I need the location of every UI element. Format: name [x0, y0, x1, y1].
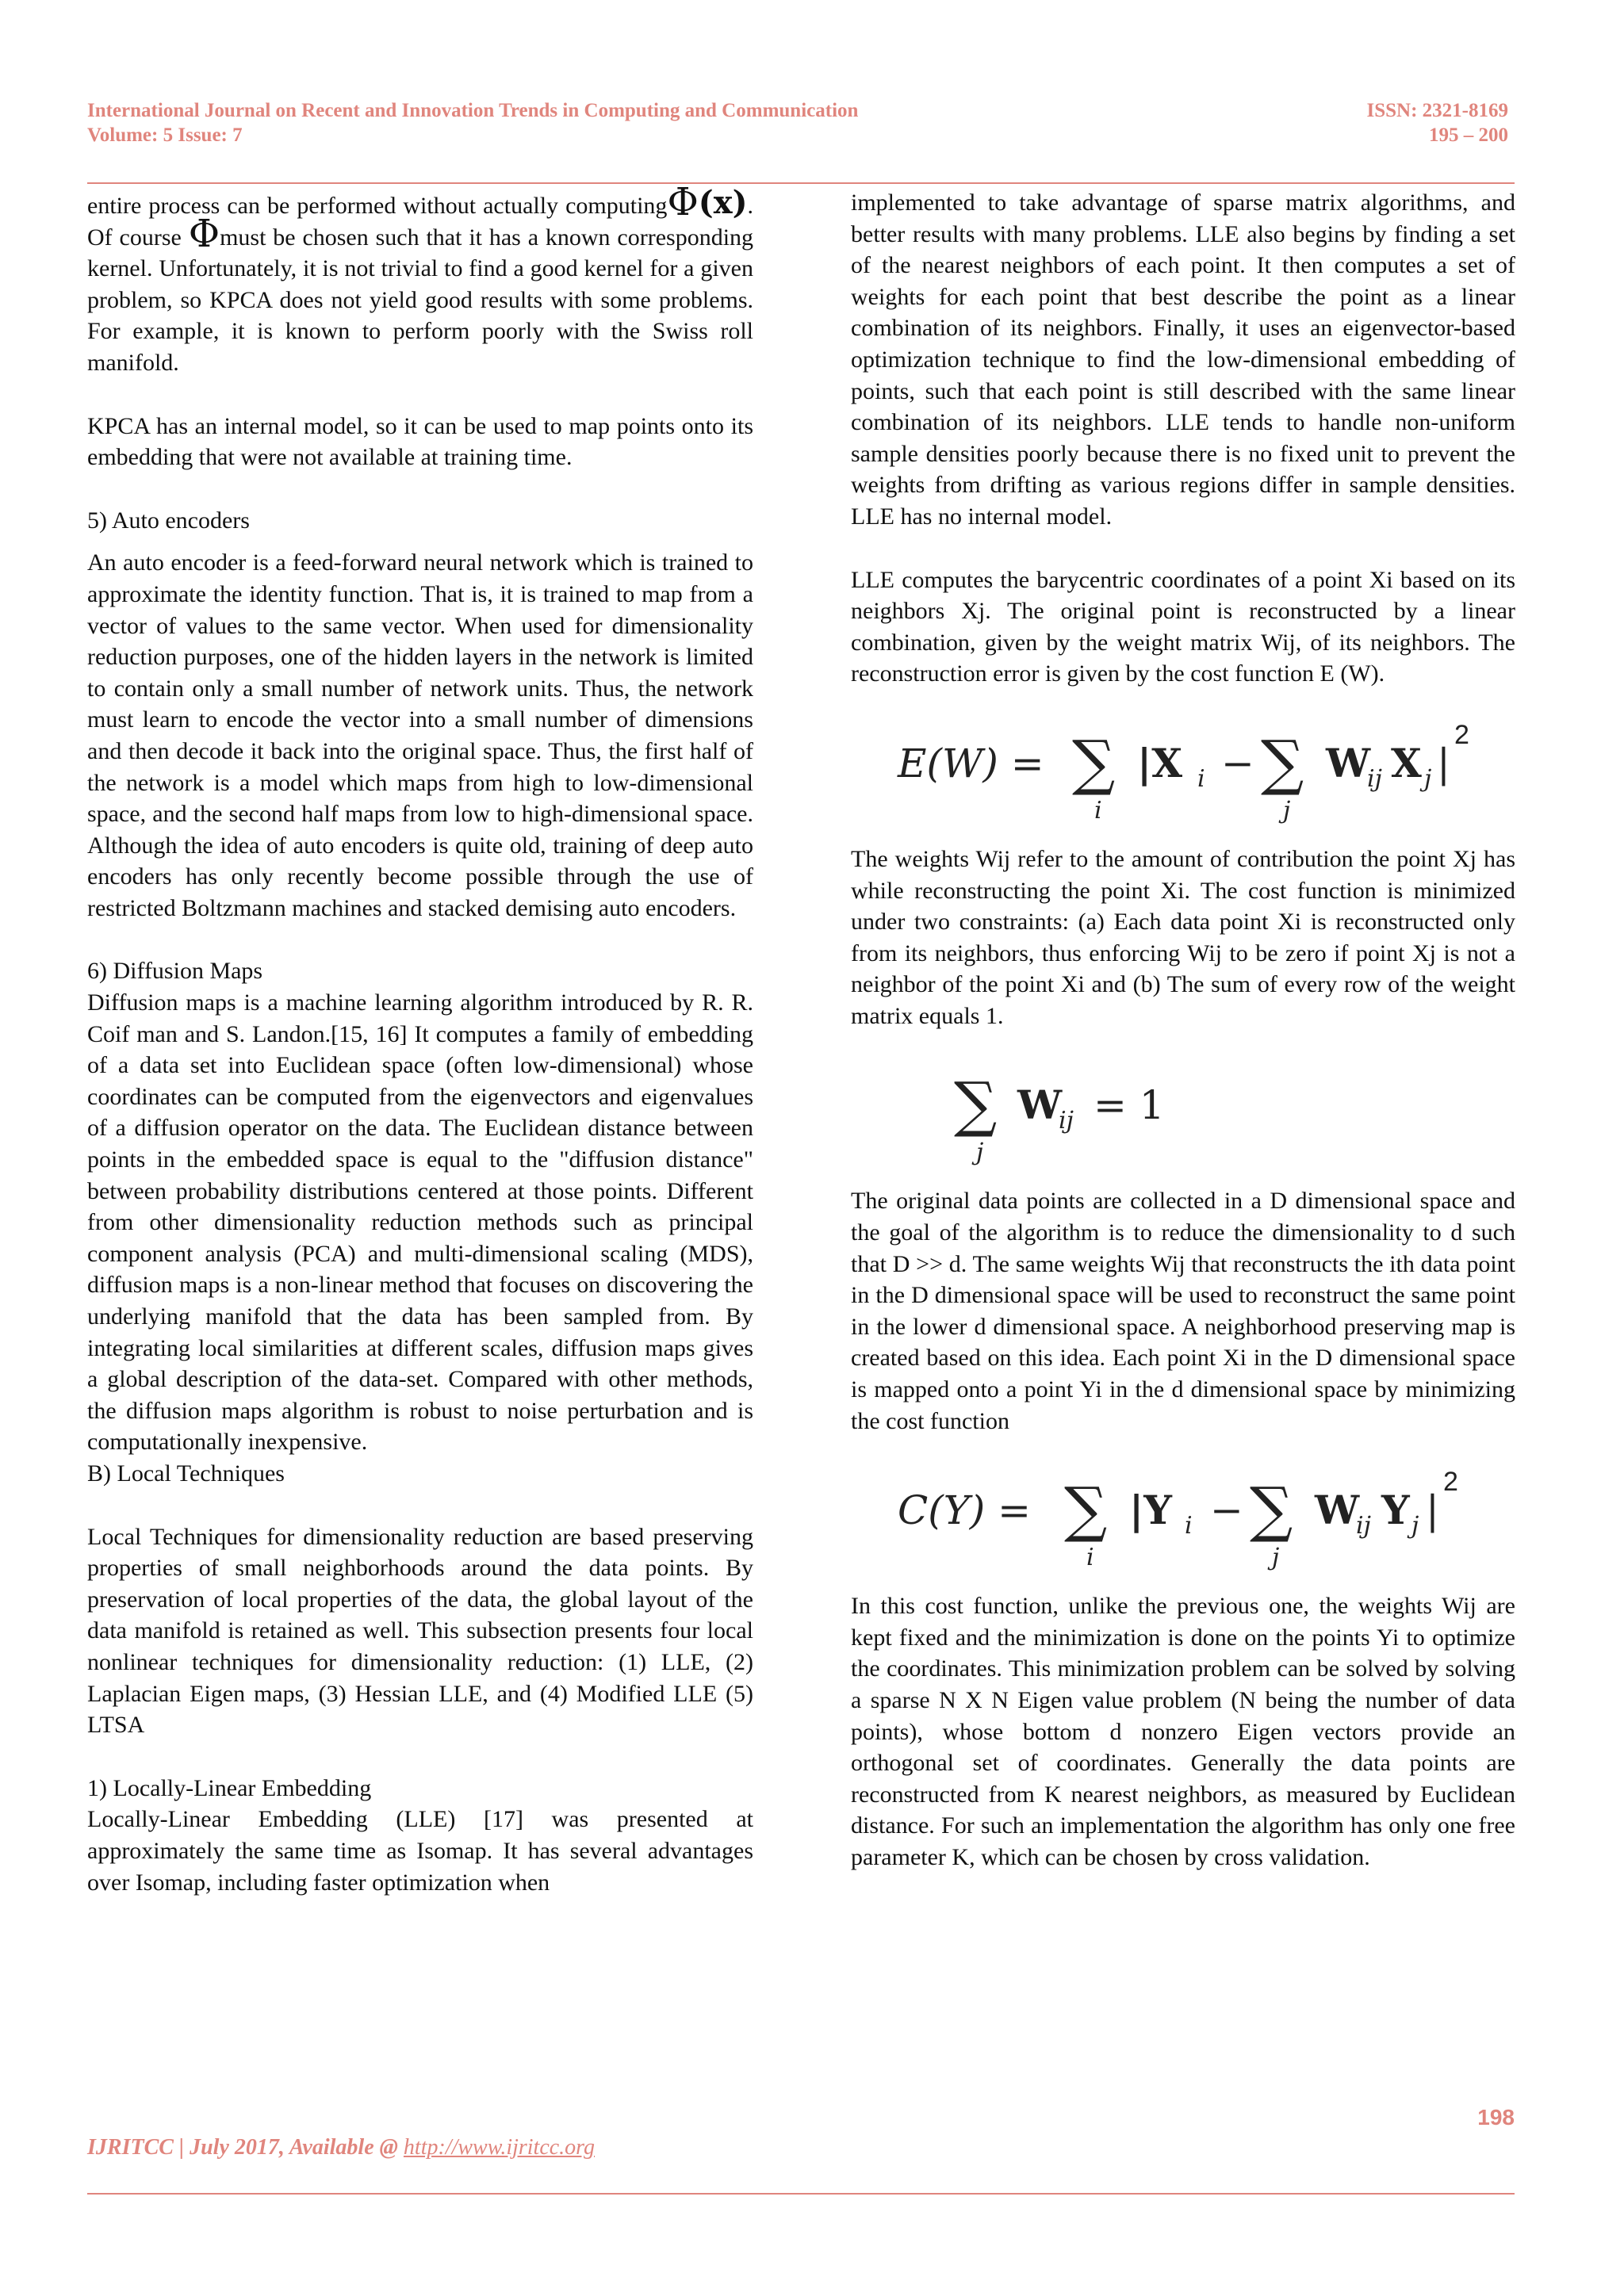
heading-lle: 1) Locally-Linear Embedding: [87, 1774, 372, 1801]
page-number: 198: [1477, 2105, 1515, 2130]
eq1-sum-i: ∑: [1072, 726, 1116, 798]
eq3-y-i: |Y: [1129, 1487, 1172, 1534]
eq1-x-j: X: [1391, 739, 1422, 786]
eq3-w-sub: ij: [1356, 1512, 1371, 1540]
local-techniques-paragraph: Local Techniques for dimensionality reduction are based preserving properties of small neighborhoods around the data points. By preservation of local properties of the data, the global layout of the data manifold is retained as well. This subsection presents four local nonlinear techniques for dimensionality reduction: (1) LLE, (2) Laplacian Eigen maps, (3) Hessian LLE, and (4) Modified LLE (5) LTSA: [87, 1523, 753, 1739]
eq1-sum-j-sub: j: [1283, 796, 1291, 825]
cost-function-paragraph: In this cost function, unlike the previous one, the weights Wij are kept fixed and the minimization is done on the points Yi to optimize the coordinates. This minimization problem can be solved by solving a sparse N X N Eigen value problem (N being the number of data points), whose bottom d nonzero Eigen vectors provide an orthogonal set of coordinates. Generally the data points are reconstructed from K nearest neighbors, as measured by Euclidean distance. For such an implementation the algorithm has only one free parameter K, which can be chosen by cross validation.: [851, 1593, 1515, 1870]
eq3-sum-j-sub: j: [1272, 1544, 1280, 1572]
eq3-lhs: C(Y) =: [898, 1487, 1032, 1534]
equation-e-w: [851, 707, 1515, 826]
eq1-x-j-sub: j: [1424, 764, 1432, 793]
diffusion-maps-paragraph: Diffusion maps is a machine learning algorithm introduced by R. R. Coif man and S. Landon.[15, 16] It computes a family of embedding of a data set into Euclidean space (often low-dimensional) whose coordinates can be computed from the eigenvectors and eigenvalues of a diffusion operator on the data. The Euclidean distance between points in the embedded space is equal to the "diffusion distance" between probability distributions centered at those points. Different from other dimensionality reduction methods such as principal component analysis (PCA) and multi-dimensional scaling (MDS), diffusion maps is a non-linear method that focuses on discovering the underlying manifold that the data has been sampled from. By integrating local similarities at different scales, diffusion maps gives a global description of the data-set. Compared with other methods, the diffusion maps algorithm is robust to noise perturbation and is computationally inexpensive.: [87, 989, 753, 1456]
footer-rule: [87, 2193, 1515, 2195]
heading-diffusion-maps: 6) Diffusion Maps: [87, 958, 263, 985]
kpca-paragraph: [87, 180, 754, 379]
phi-symbol: Φ: [667, 180, 699, 224]
header-rule: [87, 182, 1515, 184]
eq1-x-i: |X: [1137, 739, 1182, 786]
eq1-sum-i-sub: i: [1094, 796, 1102, 825]
kpca-model-paragraph: KPCA has an internal model, so it can be used to map points onto its embedding that were not available at training time.: [87, 412, 753, 471]
eq1-lhs: E(W) =: [898, 740, 1044, 786]
phi-symbol-2: Φ: [188, 211, 220, 256]
eq3-sum-j: ∑: [1250, 1474, 1293, 1545]
eq1-close: |: [1437, 740, 1450, 786]
journal-volume: Volume: 5 Issue: 7: [87, 124, 243, 146]
eq3-power: 2: [1443, 1467, 1458, 1498]
equation-sum-w: [851, 1049, 1515, 1168]
eq1-w: W: [1326, 739, 1371, 786]
eq1-sum-j: ∑: [1261, 726, 1304, 798]
right-column: [851, 187, 1515, 1873]
lle-paragraph: Locally-Linear Embedding (LLE) [17] was presented at approximately the same time as Isomap. It has several advantages over Isomap, including faster optimization when: [87, 1806, 753, 1896]
heading-auto-encoders: 5) Auto encoders: [87, 507, 250, 534]
footer-link[interactable]: http://www.ijritcc.org: [403, 2135, 596, 2160]
eq1-minus: −: [1221, 740, 1254, 786]
barycentric-paragraph: LLE computes the barycentric coordinates of a point Xi based on its neighbors Xj. The original point is reconstructed by a linear combination, given by the weight matrix Wij, of its neighbors. The reconstruction error is given by the cost function E (W).: [851, 566, 1515, 687]
equation-c-y-svg: [882, 1454, 1484, 1573]
eq3-sum-i-sub: i: [1086, 1544, 1094, 1572]
kpca-text-b: . Of course: [87, 193, 753, 251]
equation-c-y: [851, 1454, 1515, 1573]
kpca-text-c: must be chosen such that it has a known corresponding kernel. Unfortunately, it is not trivial to find a good kernel for a given problem, so KPCA does not yield good results with some problems. For example, it is known to perform poorly with the Swiss roll manifold.: [87, 224, 754, 376]
heading-local-techniques: B) Local Techniques: [87, 1460, 285, 1487]
lle-continued-paragraph: implemented to take advantage of sparse matrix algorithms, and better results with many problems. LLE also begins by finding a set of the nearest neighbors of each point. It then computes a set of weights for each point that best describe the point as a linear combination of its neighbors. Finally, it uses an eigenvector-based optimization technique to find the low-dimensional embedding of points, such that each point is still described with the same linear combination of its neighbors. LLE tends to handle non-uniform sample densities poorly because there is no fixed unit to prevent the weights from drifting as various regions differ in sample densities. LLE has no internal model.: [851, 189, 1515, 530]
journal-pages: 195 – 200: [1429, 124, 1508, 146]
eq2-rhs: = 1: [1094, 1082, 1165, 1129]
eq3-y-j: Y: [1381, 1487, 1410, 1534]
weights-paragraph: The weights Wij refer to the amount of contribution the point Xj has while reconstructing the point Xi. The cost function is minimized under two constraints: (a) Each data point Xi is reconstructed only from its neighbors, thus enforcing Wij to be zero if point Xj is not a neighbor of the point Xi and (b) The sum of every row of the weight matrix equals 1.: [851, 845, 1515, 1029]
eq3-sum-i: ∑: [1064, 1474, 1108, 1545]
journal-issn: ISSN: 2321-8169: [1366, 100, 1508, 121]
left-column: [87, 180, 754, 1898]
footer-text: [87, 2135, 595, 2160]
dimensional-paragraph: The original data points are collected in a D dimensional space and the goal of the algorithm is to reduce the dimensionality to d such that D >> d. The same weights Wij that reconstructs the ith data point in the D dimensional space will be used to reconstruct the same point in the lower d dimensional space. A neighborhood preserving map is created based on this idea. Each point Xi in the D dimensional space is mapped onto a point Yi in the d dimensional space by minimizing the cost function: [851, 1188, 1515, 1434]
eq3-close: |: [1426, 1487, 1439, 1534]
phi-argument: (x): [698, 184, 748, 221]
journal-header: [87, 98, 858, 147]
eq1-x-i-sub: i: [1197, 764, 1205, 793]
eq2-sum-sub: j: [976, 1138, 984, 1167]
eq1-w-sub: ij: [1367, 764, 1382, 793]
footer-label: IJRITCC | July 2017, Available @: [87, 2135, 404, 2160]
eq3-y-j-sub: j: [1411, 1512, 1419, 1540]
eq3-minus: −: [1210, 1487, 1243, 1534]
eq3-w: W: [1315, 1487, 1360, 1534]
equation-e-w-svg: [882, 707, 1484, 826]
eq1-power: 2: [1454, 719, 1469, 750]
equation-sum-w-svg: [946, 1049, 1231, 1168]
journal-issn-block: [1367, 98, 1509, 147]
eq2-sum: ∑: [954, 1069, 998, 1140]
kpca-text-a: entire process can be performed without actually computing: [87, 193, 668, 219]
journal-title: International Journal on Recent and Innovation Trends in Computing and Communication: [87, 100, 859, 121]
eq2-w: W: [1017, 1081, 1063, 1129]
eq3-y-i-sub: i: [1185, 1512, 1193, 1540]
auto-encoders-paragraph: An auto encoder is a feed-forward neural network which is trained to approximate the identity function. That is, it is trained to map from a vector of values to the same vector. When used for dimensionality reduction purposes, one of the hidden layers in the network is limited to contain only a small number of network units. Thus, the network must learn to encode the vector into a small number of dimensions and then decode it back into the original space. Thus, the first half of the network is a model which maps from high to low-dimensional space, and the second half maps from low to high-dimensional space. Although the idea of auto encoders is quite old, training of deep auto encoders has only recently become possible through the use of restricted Boltzmann machines and stacked demising auto encoders.: [87, 549, 753, 921]
eq2-w-sub: ij: [1059, 1107, 1074, 1135]
